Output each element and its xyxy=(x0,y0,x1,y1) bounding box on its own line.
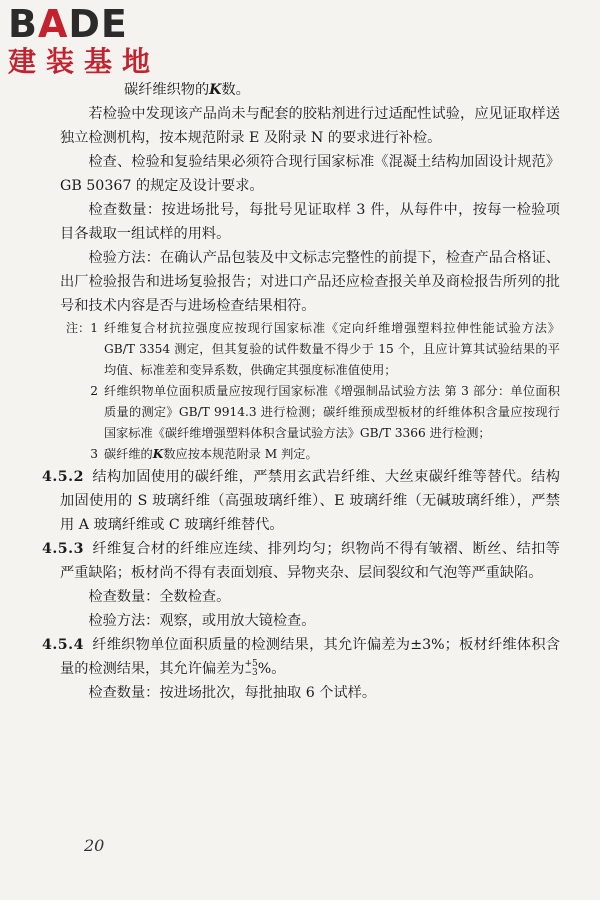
section-number: 4.5.2 xyxy=(42,469,84,485)
section-4-5-4: 4.5.4 纤维织物单位面积质量的检测结果，其允许偏差为±3%；板材纤维体积含量的检测结果，其允许偏差为 +5 −3 %。 xyxy=(42,637,560,678)
tolerance: +5 −3 xyxy=(244,659,258,678)
section-number: 4.5.3 xyxy=(42,541,84,557)
note-text: 纤维织物单位面积质量应按现行国家标准《增强制品试验方法 第 3 部分：单位面积质量的测定》GB/T 9914.3 进行检测；碳纤维预成型板材的纤维体积含量应按现行国家标准《碳纤维增强塑料体积含量试验方法》GB/T 3366 进行检测； xyxy=(104,384,560,440)
note-text: 碳纤维的K数应按本规范附录 M 判定。 xyxy=(104,447,318,461)
note-label: 2 xyxy=(90,384,98,398)
note-label: 3 xyxy=(90,447,98,461)
document-body xyxy=(42,78,560,705)
paragraph-compliance: 检查、检验和复验结果必须符合现行国家标准《混凝土结构加固设计规范》GB 50367 的规定及设计要求。 xyxy=(60,154,560,194)
note-item xyxy=(60,381,560,444)
paragraph-full-inspection: 检查数量：全数检查。 xyxy=(88,589,231,605)
paragraph-observation-method: 检验方法：观察，或用放大镜检查。 xyxy=(88,613,316,629)
paragraph-inspection-quantity: 检查数量：按进场批号，每批号见证取样 3 件，从每件中，按每一检验项目各裁取一组试样的用料。 xyxy=(60,202,560,242)
paragraph-sampling: 检查数量：按进场批次，每批抽取 6 个试样。 xyxy=(88,685,377,701)
note-item xyxy=(60,444,560,465)
bade-logo xyxy=(8,4,178,84)
note-item xyxy=(60,318,560,381)
page-number: 20 xyxy=(84,836,105,855)
paragraph-k-number: 碳纤维织物的K数。 xyxy=(124,82,250,98)
logo-subtitle: 建装基地 xyxy=(8,45,161,78)
logo-wordmark: BADE xyxy=(8,2,128,46)
paragraph-compatibility-test: 若检验中发现该产品尚未与配套的胶粘剂进行过适配性试验，应见证取样送独立检测机构，按本规范附录 E 及附录 N 的要求进行补检。 xyxy=(60,106,560,146)
note-text: 纤维复合材抗拉强度应按现行国家标准《定向纤维增强塑料拉伸性能试验方法》GB/T 3354 测定，但其复验的试件数量不得少于 15 个，且应计算其试验结果的平均值、标准差和变异系数，供确定其强度标准值使用； xyxy=(104,321,560,377)
section-number: 4.5.4 xyxy=(42,637,84,653)
paragraph-inspection-method: 检验方法：在确认产品包装及中文标志完整性的前提下，检查产品合格证、出厂检验报告和进场复验报告；对进口产品还应检查报关单及商检报告所列的批号和技术内容是否与进场检查结果相符。 xyxy=(60,250,560,314)
section-4-5-3: 4.5.3 纤维复合材的纤维应连续、排列均匀；织物尚不得有皱褶、断丝、结扣等严重缺陷；板材尚不得有表面划痕、异物夹杂、层间裂纹和气泡等严重缺陷。 xyxy=(42,541,560,581)
section-4-5-2: 4.5.2 结构加固使用的碳纤维，严禁用玄武岩纤维、大丝束碳纤维等替代。结构加固使用的 S 玻璃纤维（高强玻璃纤维）、E 玻璃纤维（无碱玻璃纤维），严禁用 A 玻璃纤维或 C 玻璃纤维替代。 xyxy=(42,469,560,533)
note-label: 注：1 xyxy=(65,321,98,335)
notes xyxy=(60,318,560,465)
